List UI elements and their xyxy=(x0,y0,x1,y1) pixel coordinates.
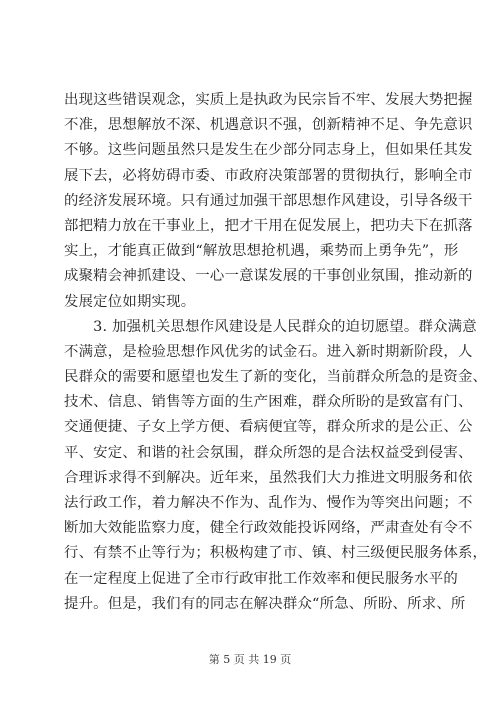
paragraph-1 xyxy=(64,88,473,315)
text-line: 部把精力放在干事业上，把才干用在促发展上，把功夫下在抓落 xyxy=(64,217,473,234)
paragraph-2 xyxy=(64,315,488,617)
text-line: 断加大效能监察力度，健全行政效能投诉网络，严肃查处有令不 xyxy=(64,520,473,537)
text-line: 不满意，是检验思想作风优劣的试金石。进入新时期新阶段，人 xyxy=(64,343,473,360)
text-line: 不准，思想解放不深、机遇意识不强，创新精神不足、争先意识 xyxy=(64,117,473,134)
text-line: 交通便捷、子女上学方便、看病便宜等，群众所求的是公正、公 xyxy=(64,419,473,436)
text-line: 展下去，必将妨碍市委、市政府决策部署的贯彻执行，影响全市 xyxy=(64,167,473,184)
text-line: 平、安定、和谐的社会氛围，群众所怨的是合法权益受到侵害、 xyxy=(64,444,473,461)
text-line: 行、有禁不止等行为；积极构建了市、镇、村三级便民服务体系， xyxy=(64,545,488,562)
text-line: 实上，才能真正做到“解放思想抢机遇，乘势而上勇争先”，形 xyxy=(64,243,459,260)
text-line: 民群众的需要和愿望也发生了新的变化，当前群众所急的是资金、 xyxy=(64,369,488,386)
text-line: 提升。但是，我们有的同志在解决群众“所急、所盼、所求、所 xyxy=(64,595,466,612)
page-footer: 第 5 页 共 19 页 xyxy=(208,653,292,666)
text-line: 出现这些错误观念，实质上是执政为民宗旨不牢、发展大势把握 xyxy=(64,92,473,108)
text-line: 技术、信息、销售等方面的生产困难，群众所盼的是致富有门、 xyxy=(64,394,473,411)
text-line: 在一定程度上促进了全市行政审批工作效率和便民服务水平的 xyxy=(64,570,458,587)
text-line: 合理诉求得不到解决。近年来，虽然我们大力推进文明服务和依 xyxy=(64,469,473,486)
text-line: 不够。这些问题虽然只是发生在少部分同志身上，但如果任其发 xyxy=(64,142,473,159)
text-line: 法行政工作，着力解决不作为、乱作为、慢作为等突出问题；不 xyxy=(64,495,473,511)
text-line: 成聚精会神抓建设、一心一意谋发展的干事创业氛围，推动新的 xyxy=(64,268,473,285)
body-text xyxy=(64,88,488,617)
text-line: 3. 加强机关思想作风建设是人民群众的迫切愿望。群众满意 xyxy=(64,318,477,335)
text-line: 的经济发展环境。只有通过加强干部思想作风建设，引导各级干 xyxy=(64,192,473,209)
text-line: 发展定位如期实现。 xyxy=(64,293,196,310)
